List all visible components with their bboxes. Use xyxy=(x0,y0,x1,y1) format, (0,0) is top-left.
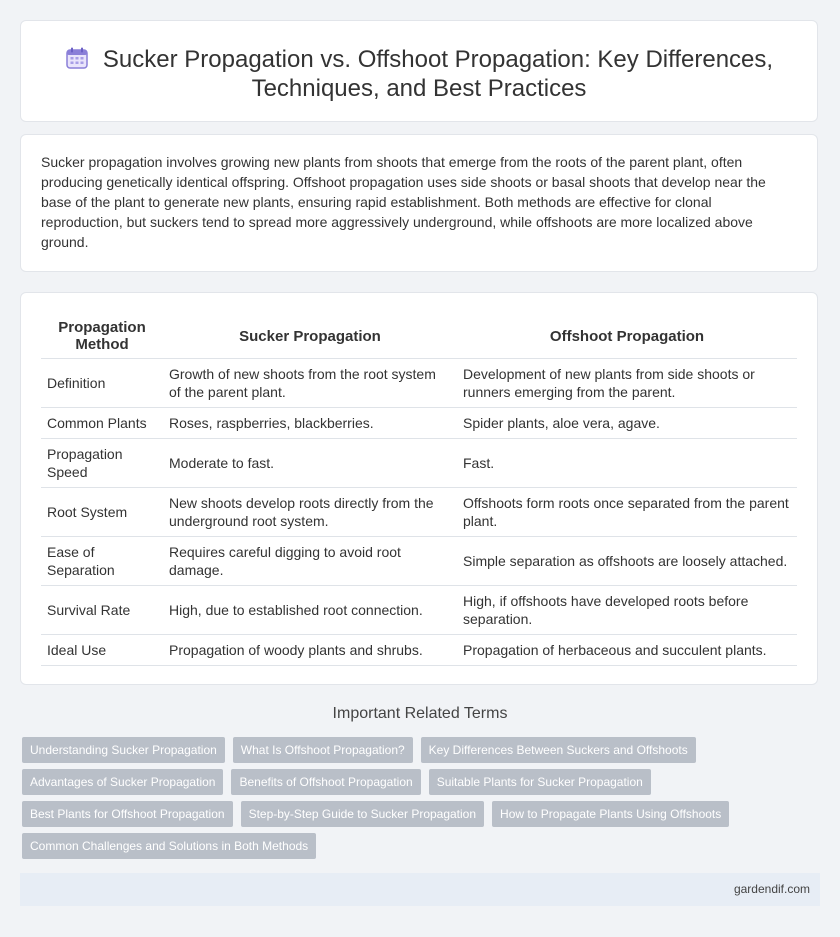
related-term-link[interactable]: How to Propagate Plants Using Offshoots xyxy=(492,801,729,827)
comparison-table xyxy=(41,314,797,666)
table-cell: Ideal Use xyxy=(41,635,163,666)
related-term-link[interactable]: Benefits of Offshoot Propagation xyxy=(231,769,420,795)
calendar-icon xyxy=(65,46,89,70)
table-cell: High, if offshoots have developed roots before separation. xyxy=(457,586,797,635)
table-row xyxy=(41,408,797,439)
related-term-link[interactable]: Step-by-Step Guide to Sucker Propagation xyxy=(241,801,484,827)
related-term-link[interactable]: Common Challenges and Solutions in Both Methods xyxy=(22,833,316,859)
table-cell: Development of new plants from side shoots or runners emerging from the parent. xyxy=(457,359,797,408)
table-cell: Common Plants xyxy=(41,408,163,439)
related-term-link[interactable]: Suitable Plants for Sucker Propagation xyxy=(429,769,651,795)
table-row xyxy=(41,586,797,635)
related-term-link[interactable]: Understanding Sucker Propagation xyxy=(22,737,225,763)
table-row xyxy=(41,359,797,408)
table-row xyxy=(41,537,797,586)
table-header: Propagation Method xyxy=(41,314,163,359)
table-cell: Propagation Speed xyxy=(41,439,163,488)
page-title xyxy=(21,45,817,103)
related-term-link[interactable]: Key Differences Between Suckers and Offshoots xyxy=(421,737,696,763)
intro-paragraph: Sucker propagation involves growing new plants from shoots that emerge from the roots of the parent plant, often producing genetically identical offspring. Offshoot propagation uses side shoots or basal shoots that develop near the base of the plant to generate new plants, ensuring rapid establishment. Both methods are effective for clonal reproduction, but suckers tend to spread more aggressively underground, while offshoots are more localized above ground. xyxy=(41,154,766,250)
table-row xyxy=(41,488,797,537)
title-wrap xyxy=(21,45,817,103)
table-cell: Propagation of woody plants and shrubs. xyxy=(163,635,457,666)
table-cell: Offshoots form roots once separated from the parent plant. xyxy=(457,488,797,537)
table-cell: Ease of Separation xyxy=(41,537,163,586)
table-cell: Definition xyxy=(41,359,163,408)
table-cell: Roses, raspberries, blackberries. xyxy=(163,408,457,439)
footer xyxy=(20,873,820,906)
table-cell: Requires careful digging to avoid root damage. xyxy=(163,537,457,586)
footer-site-name[interactable]: gardendif.com xyxy=(733,882,810,896)
table-cell: Simple separation as offshoots are loosely attached. xyxy=(457,537,797,586)
comparison-card xyxy=(20,292,818,685)
table-cell: Survival Rate xyxy=(41,586,163,635)
related-term-link[interactable]: Best Plants for Offshoot Propagation xyxy=(22,801,233,827)
related-terms-list xyxy=(22,737,802,859)
table-cell: Moderate to fast. xyxy=(163,439,457,488)
related-term-link[interactable]: What Is Offshoot Propagation? xyxy=(233,737,413,763)
intro-card xyxy=(20,134,818,272)
table-row xyxy=(41,439,797,488)
table-cell: New shoots develop roots directly from the underground root system. xyxy=(163,488,457,537)
related-terms-heading: Important Related Terms xyxy=(332,705,508,722)
title-line-1: Sucker Propagation vs. Offshoot Propagation: Key Differences, xyxy=(102,46,774,73)
table-cell: Fast. xyxy=(457,439,797,488)
title-card xyxy=(20,20,818,122)
table-cell: Propagation of herbaceous and succulent plants. xyxy=(457,635,797,666)
table-header: Offshoot Propagation xyxy=(457,314,797,359)
table-cell: Growth of new shoots from the root system of the parent plant. xyxy=(163,359,457,408)
related-term-link[interactable]: Advantages of Sucker Propagation xyxy=(22,769,223,795)
table-header-row xyxy=(41,314,797,359)
table-row xyxy=(41,635,797,666)
table-cell: Spider plants, aloe vera, agave. xyxy=(457,408,797,439)
table-cell: High, due to established root connection. xyxy=(163,586,457,635)
title-line-2: Techniques, and Best Practices xyxy=(251,75,587,102)
table-cell: Root System xyxy=(41,488,163,537)
table-header: Sucker Propagation xyxy=(163,314,457,359)
